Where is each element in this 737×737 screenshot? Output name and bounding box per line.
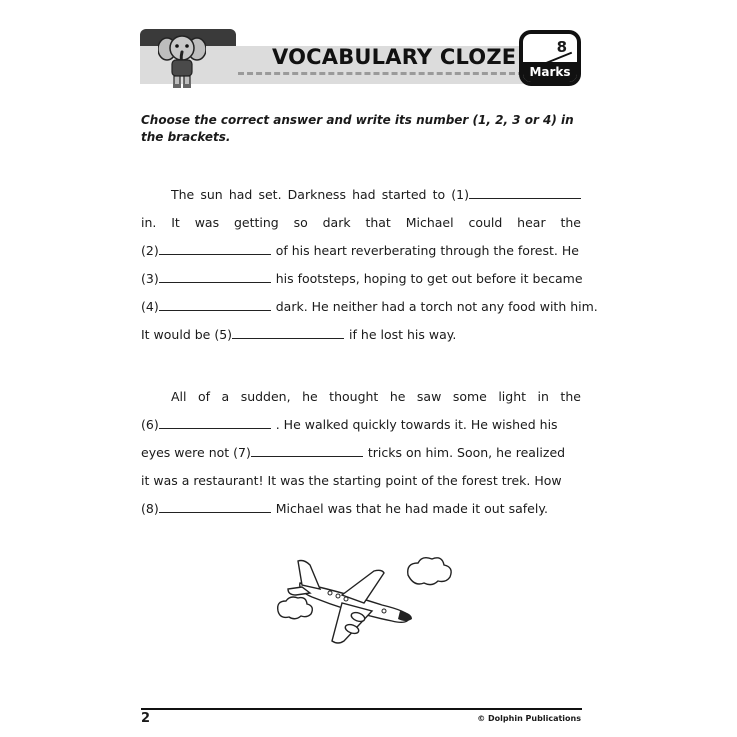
page-number: 2: [141, 711, 151, 726]
blank-number: (4): [141, 299, 159, 314]
word: had: [228, 187, 253, 202]
word: hear: [517, 215, 546, 230]
word: saw: [416, 389, 442, 404]
passage-text: tricks on him. Soon, he realized: [367, 445, 566, 460]
word: It: [171, 215, 180, 230]
word: to: [432, 187, 446, 202]
word: in.: [141, 215, 157, 230]
blank-number: (6): [141, 417, 159, 432]
blank-3-group: [141, 269, 271, 289]
blank-2-group: [141, 241, 271, 261]
blank-4-group: [141, 297, 271, 317]
airplane-illustration-icon: [272, 553, 460, 653]
answer-blank-7[interactable]: [251, 443, 363, 457]
word: getting: [233, 215, 279, 230]
passage-text: if he lost his way.: [349, 327, 457, 342]
passage-text: Michael was that he had made it out safely.: [275, 501, 548, 516]
blank-1-group: [451, 185, 581, 205]
answer-blank-8[interactable]: [159, 499, 271, 513]
word: Michael: [405, 215, 454, 230]
word: he: [302, 389, 318, 404]
answer-blank-1[interactable]: [469, 185, 581, 199]
blank-number: (8): [141, 501, 159, 516]
word: light: [498, 389, 527, 404]
passage-line: [141, 387, 581, 407]
word: thought: [329, 389, 379, 404]
instruction-text: Choose the correct answer and write its number (1, 2, 3 or 4) in the brackets.: [141, 113, 574, 144]
passage-line: [141, 269, 581, 289]
passage-line: [141, 499, 581, 519]
passage-line: [141, 325, 581, 345]
passage-text: his footsteps, hoping to get out before it became: [275, 271, 583, 286]
header-dashed-line: [238, 72, 524, 75]
word: some: [452, 389, 487, 404]
passage-text: It would be (5): [141, 327, 233, 342]
word: Darkness: [287, 187, 346, 202]
passage-line: [141, 213, 581, 233]
word: could: [468, 215, 503, 230]
passage-text: dark. He neither had a torch not any food with him.: [275, 299, 598, 314]
passage-line: [141, 241, 581, 261]
passage-line: [141, 443, 581, 463]
word: sun: [200, 187, 223, 202]
passage-text: it was a restaurant! It was the starting point of the forest trek. How: [141, 473, 562, 488]
word: in: [537, 389, 549, 404]
answer-blank-4[interactable]: [159, 297, 271, 311]
word: The: [171, 187, 195, 202]
blank-number: (2): [141, 243, 159, 258]
word: set.: [258, 187, 282, 202]
page-title: VOCABULARY CLOZE: [272, 45, 517, 69]
passage-line: [141, 185, 581, 205]
blank-7-group: [141, 443, 363, 463]
passage-text: eyes were not (7): [141, 445, 251, 460]
passage-line: [141, 471, 581, 491]
blank-number: (3): [141, 271, 159, 286]
word: was: [194, 215, 220, 230]
answer-blank-2[interactable]: [159, 241, 271, 255]
answer-blank-3[interactable]: [159, 269, 271, 283]
word: sudden,: [240, 389, 291, 404]
marks-value: 8: [556, 38, 567, 56]
blank-5-group: [141, 325, 344, 345]
word: that: [365, 215, 391, 230]
elephant-mascot-icon: [158, 33, 206, 89]
answer-blank-5[interactable]: [232, 325, 344, 339]
word: a: [221, 389, 230, 404]
passage-line: [141, 415, 581, 435]
word: of: [197, 389, 211, 404]
word: All: [171, 389, 187, 404]
blank-8-group: [141, 499, 271, 519]
footer-rule: [141, 708, 582, 710]
copyright-text: © Dolphin Publications: [477, 714, 581, 723]
marks-label: Marks: [523, 62, 577, 82]
word: the: [560, 215, 581, 230]
blank-number: (1): [451, 187, 469, 202]
word: so: [293, 215, 308, 230]
answer-blank-6[interactable]: [159, 415, 271, 429]
word: had: [352, 187, 376, 202]
passage-text: . He walked quickly towards it. He wished his: [275, 417, 558, 432]
passage-line: [141, 297, 598, 317]
marks-box: [519, 30, 581, 86]
passage-text: of his heart reverberating through the forest. He: [275, 243, 579, 258]
word: started: [381, 187, 427, 202]
word: the: [560, 389, 581, 404]
word: he: [389, 389, 406, 404]
word: dark: [322, 215, 351, 230]
blank-6-group: [141, 415, 271, 435]
